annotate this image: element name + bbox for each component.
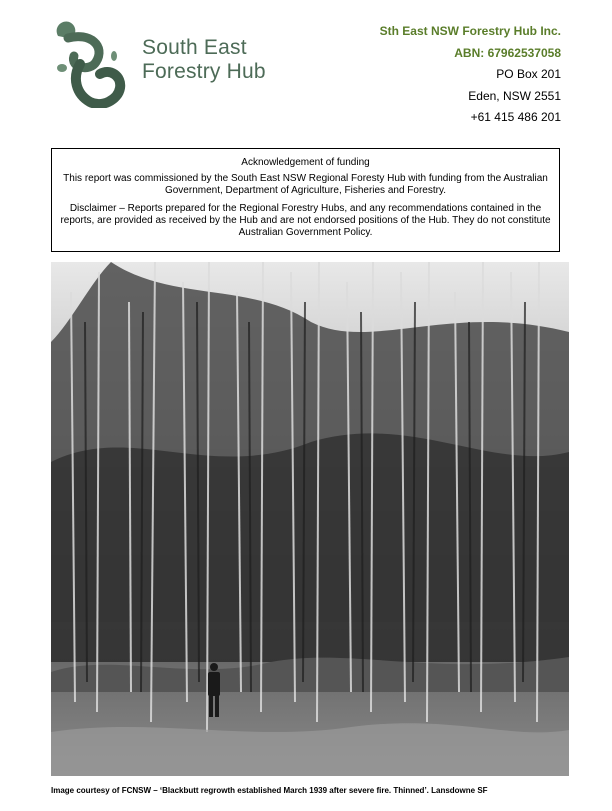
abn-number: ABN: 67962537058: [454, 45, 561, 60]
logo-line-2: Forestry Hub: [142, 60, 266, 83]
photo-caption: Image courtesy of FCNSW – ‘Blackbutt regrowth established March 1939 after severe fire. Thinned’. Lansdowne SF: [51, 786, 488, 795]
logo-wordmark: [142, 36, 266, 84]
forest-photo: [51, 262, 569, 776]
forest-image: [51, 262, 569, 776]
locality: Eden, NSW 2551: [468, 88, 561, 103]
phone-number: +61 415 486 201: [470, 110, 561, 124]
funding-text: This report was commissioned by the South East NSW Regional Foresty Hub with funding from the Australian Government, Department of Agriculture, Fisheries and Forestry.: [63, 173, 548, 196]
leaf-logo-icon: [50, 16, 130, 108]
forestry-hub-logo: [50, 16, 290, 108]
disclaimer-text: Disclaimer – Reports prepared for the Regional Forestry Hubs, and any recommendations contained in the reports, are provided as received by the Hub and are not endorsed positions of the Hub. They do not constitute Australian Government Policy.: [60, 203, 551, 238]
org-name: Sth East NSW Forestry Hub Inc.: [379, 24, 561, 38]
po-box: PO Box 201: [496, 67, 561, 81]
logo-line-1: South East: [142, 36, 247, 59]
notice-heading: Acknowledgement of funding: [241, 157, 370, 168]
funding-notice-box: [51, 148, 560, 252]
contact-block: [380, 21, 561, 129]
